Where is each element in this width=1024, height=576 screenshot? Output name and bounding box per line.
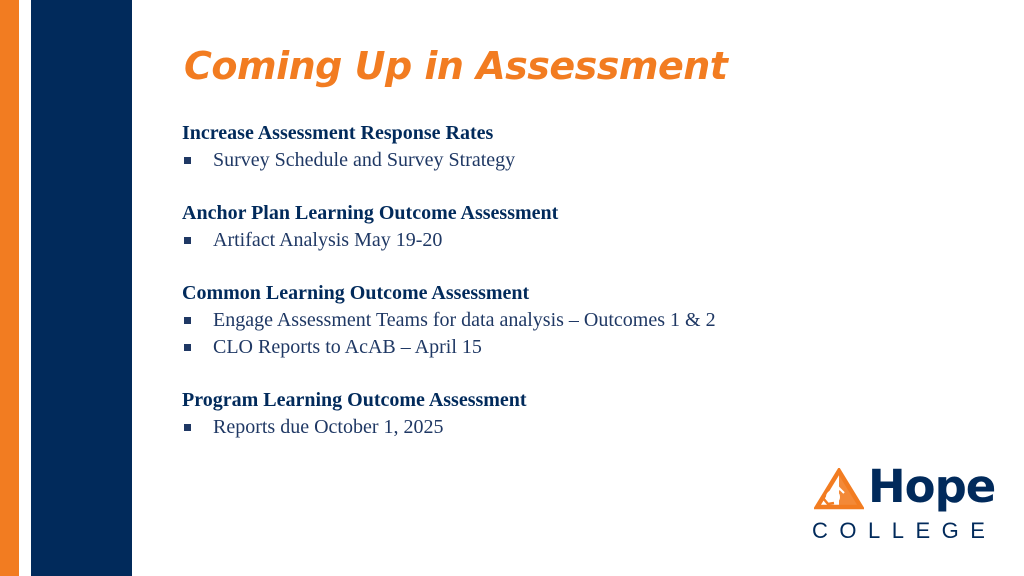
logo-wordmark: Hope <box>868 460 996 513</box>
list-item-text: Survey Schedule and Survey Strategy <box>213 149 516 171</box>
section-heading: Increase Assessment Response Rates <box>182 122 494 144</box>
list-item <box>182 147 942 174</box>
square-bullet-icon <box>184 344 191 351</box>
list-item <box>182 414 942 441</box>
logo-subtitle: COLLEGE <box>812 518 997 543</box>
left-accent-gap <box>19 0 31 576</box>
anchor-triangle-icon <box>814 468 864 510</box>
left-accent-bar-navy <box>31 0 132 576</box>
section-heading: Anchor Plan Learning Outcome Assessment <box>182 202 559 224</box>
left-accent-bar-orange <box>0 0 19 576</box>
list-item-text: Engage Assessment Teams for data analysis – Outcomes 1 & 2 <box>213 309 716 331</box>
square-bullet-icon <box>184 424 191 431</box>
section-common-learning <box>182 280 942 361</box>
hope-college-logo <box>812 462 996 546</box>
section-heading: Common Learning Outcome Assessment <box>182 282 530 304</box>
section-response-rates <box>182 120 942 174</box>
list-item-text: CLO Reports to AcAB – April 15 <box>213 336 482 358</box>
section-heading: Program Learning Outcome Assessment <box>182 389 527 411</box>
section-anchor-plan <box>182 200 942 254</box>
square-bullet-icon <box>184 317 191 324</box>
list-item-text: Reports due October 1, 2025 <box>213 416 444 438</box>
square-bullet-icon <box>184 237 191 244</box>
list-item <box>182 334 942 361</box>
list-item <box>182 307 942 334</box>
slide-content <box>182 120 942 467</box>
slide-title: Coming Up in Assessment <box>184 44 728 88</box>
square-bullet-icon <box>184 157 191 164</box>
section-program-learning <box>182 387 942 441</box>
list-item <box>182 227 942 254</box>
list-item-text: Artifact Analysis May 19-20 <box>213 229 443 251</box>
